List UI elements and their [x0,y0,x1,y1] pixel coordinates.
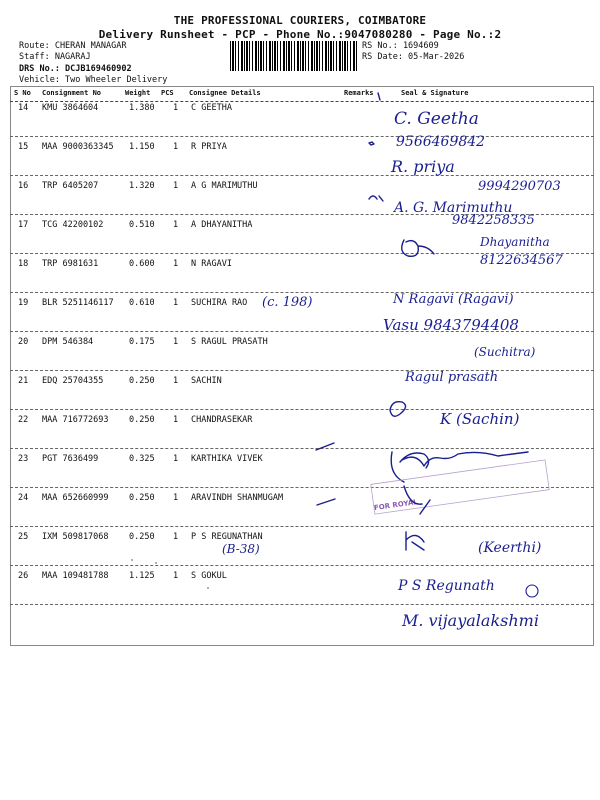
cell-consignee: CHANDRASEKAR [191,415,253,425]
cell-consignment-no: BLR 5251146117 [42,298,114,308]
cell-weight: 1.150 [129,142,155,152]
sig-row15-phone: 9994290703 [478,179,561,194]
cell-weight: 0.250 [129,376,155,386]
cell-weight: 0.250 [129,532,155,542]
ink-mark [316,443,334,450]
cell-consignee: R PRIYA [191,142,227,152]
sig-row17: Dhayanitha [480,235,550,249]
ink-mark [526,585,538,597]
cell-consignment-no: EDQ 25704355 [42,376,104,386]
ink-mark [391,452,528,482]
ink-mark [317,499,335,505]
cell-consignee: SACHIN [191,376,222,386]
cell-pcs: 1 [173,532,179,542]
sig-row20: Ragul prasath [405,370,499,385]
cell-sno: 14 [18,103,29,113]
col-pcs: PCS [161,89,174,97]
cell-weight: 0.325 [129,454,155,464]
cell-consignment-no: MAA 9000363345 [42,142,114,152]
cell-sno: 23 [18,454,29,464]
cell-consignee: S GOKUL [191,571,227,581]
col-weight: Weight [125,89,151,97]
sig-row18: N Ragavi (Ragavi) [393,292,514,307]
drs-number: DRS No.: DCJB169460902 [19,64,132,74]
cell-pcs: 1 [173,493,179,503]
sig-row15: R. priya [391,157,455,176]
cell-pcs: 1 [173,181,179,191]
cell-sno: 22 [18,415,29,425]
sig-row17-phone: 8122634567 [480,253,563,268]
cell-pcs: 1 [173,337,179,347]
sig-row19-b: (Suchitra) [474,345,536,359]
cell-consignment-no: MAA 652660999 [42,493,109,503]
rs-date: RS Date: 05-Mar-2026 [362,52,465,62]
cell-consignee: KARTHIKA VIVEK [191,454,263,464]
cell-sno: 15 [18,142,29,152]
col-seal: Seal & Signature [401,89,469,97]
cell-weight: 1.380 [129,103,155,113]
cell-pcs: 1 [173,571,179,581]
cell-consignment-no: TRP 6405207 [42,181,99,191]
cell-pcs: 1 [173,415,179,425]
cell-sno: 21 [18,376,29,386]
cell-weight: 0.600 [129,259,155,269]
cell-sno: 19 [18,298,29,308]
ink-mark [378,93,380,100]
speck [155,562,157,564]
cell-consignee: A DHAYANITHA [191,220,253,230]
cell-sno: 20 [18,337,29,347]
cell-weight: 0.610 [129,298,155,308]
cell-consignment-no: TRP 6981631 [42,259,99,269]
cell-consignment-no: MAA 716772693 [42,415,109,425]
ink-mark [402,240,434,256]
cell-pcs: 1 [173,454,179,464]
cell-consignment-no: TCG 42200102 [42,220,104,230]
remark-row18: (c. 198) [262,295,313,310]
ink-mark [406,532,424,550]
company-title: THE PROFESSIONAL COURIERS, COIMBATORE [173,14,427,27]
route-label: Route: CHERAN MANAGAR [19,41,127,51]
cell-pcs: 1 [173,103,179,113]
cell-pcs: 1 [173,376,179,386]
sig-row16: A. G. Marimuthu [394,200,513,216]
cell-pcs: 1 [173,259,179,269]
cell-sno: 25 [18,532,29,542]
ink-mark [369,142,374,145]
cell-consignment-no: DPM 546384 [42,337,94,347]
speck [131,559,133,561]
cell-weight: 1.125 [129,571,155,581]
sig-row16-phone: 9842258335 [452,213,535,228]
vehicle-label: Vehicle: Two Wheeler Delivery [19,75,168,85]
cell-sno: 26 [18,571,29,581]
cell-pcs: 1 [173,142,179,152]
cell-weight: 0.175 [129,337,155,347]
ink-mark [390,402,406,417]
col-consignment: Consignment No [42,89,102,97]
cell-consignee: C GEETHA [191,103,232,113]
cell-sno: 24 [18,493,29,503]
col-sno: S No [14,89,31,97]
cell-pcs: 1 [173,298,179,308]
cell-consignee: A G MARIMUTHU [191,181,258,191]
cell-weight: 1.320 [129,181,155,191]
col-consignee: Consignee Details [189,89,261,97]
cell-consignment-no: PGT 7636499 [42,454,99,464]
cell-sno: 18 [18,259,29,269]
cell-consignee: SUCHIRA RAO [191,298,248,308]
cell-weight: 0.510 [129,220,155,230]
remark-row24: (B-38) [222,542,260,556]
cell-consignee: ARAVINDH SHANMUGAM [191,493,284,503]
sig-row21: K (Sachin) [440,410,520,428]
cell-sno: 17 [18,220,29,230]
staff-label: Staff: NAGARAJ [19,52,91,62]
cell-consignment-no: IXM 509817068 [42,532,109,542]
stamp-text: FOR ROYAL [373,498,419,513]
sig-row14: C. Geetha [394,109,479,129]
sig-row24: (Keerthi) [478,540,542,556]
cell-consignment-no: KMU 3864604 [42,103,99,113]
sig-row25: P S Regunath [398,578,495,594]
rs-number: RS No.: 1694609 [362,41,439,51]
col-remarks: Remarks [344,89,374,97]
cell-consignment-no: MAA 109481788 [42,571,109,581]
cell-weight: 0.250 [129,415,155,425]
runsheet-subtitle: Delivery Runsheet - PCP - Phone No.:9047080280 - Page No.:2 [98,28,502,41]
sig-row19: Vasu 9843794408 [383,316,519,334]
cell-pcs: 1 [173,220,179,230]
cell-weight: 0.250 [129,493,155,503]
cell-consignee: P S REGUNATHAN [191,532,263,542]
sig-row14-phone: 9566469842 [396,134,486,150]
speck [207,587,209,589]
ink-mark [369,196,383,201]
cell-consignee: N RAGAVI [191,259,232,269]
cell-consignee: S RAGUL PRASATH [191,337,268,347]
sig-row26: M. vijayalakshmi [402,611,539,630]
cell-sno: 16 [18,181,29,191]
